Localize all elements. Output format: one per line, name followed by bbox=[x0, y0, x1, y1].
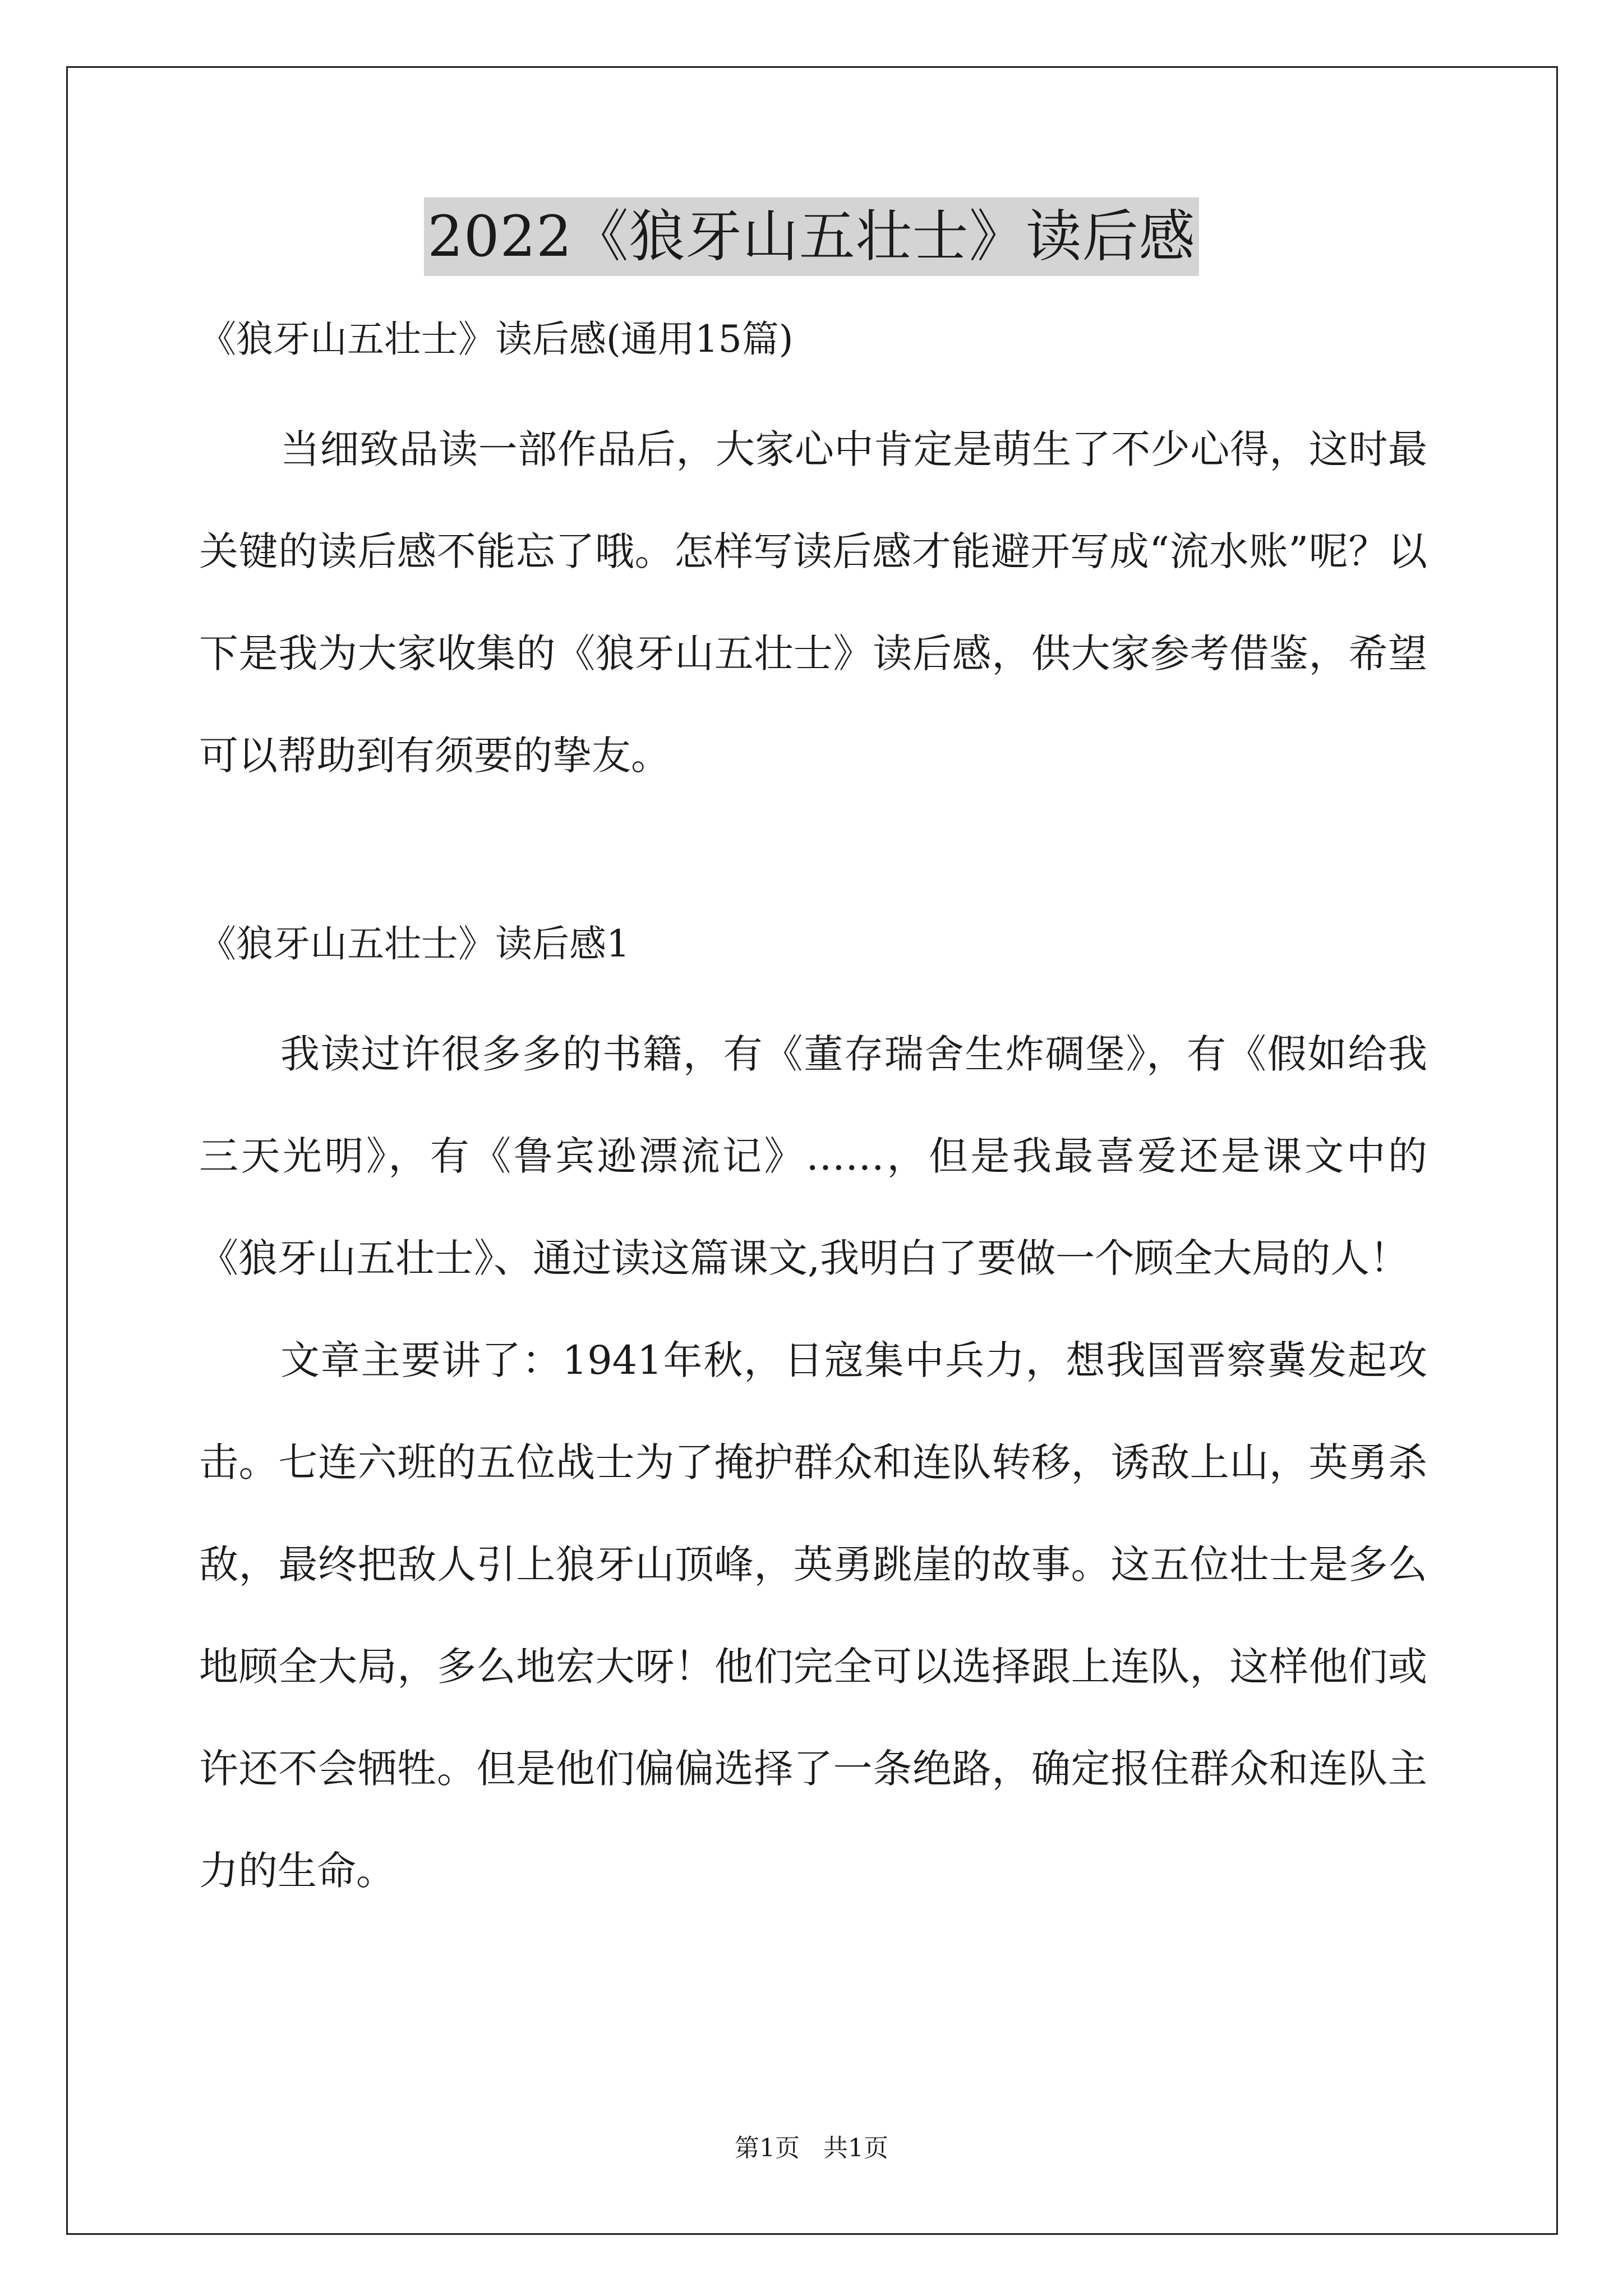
intro-heading: 《狼牙山五壮士》读后感(通用15篇) bbox=[199, 318, 794, 361]
spacer bbox=[199, 376, 1427, 398]
body-paragraph-1: 我读过许很多多的书籍，有《董存瑞舍生炸碉堡》，有《假如给我三天光明》，有《鲁宾逊漂流记》……，但是我最喜爱还是课文中的《狼牙山五壮士》、通过读这篇课文,我明白了要做一个顾全大局的人！ bbox=[199, 1031, 1427, 1281]
document-body bbox=[199, 303, 1427, 1922]
document-title: 2022《狼牙山五壮士》读后感 bbox=[424, 197, 1199, 276]
page-number: 第1页 共1页 bbox=[735, 2134, 888, 2162]
title-container bbox=[0, 197, 1623, 276]
spacer bbox=[199, 981, 1427, 1003]
section-heading: 《狼牙山五壮士》读后感1 bbox=[199, 922, 630, 965]
spacer bbox=[199, 807, 1427, 908]
page-footer bbox=[0, 2132, 1623, 2165]
body-paragraph-2: 文章主要讲了：1941年秋，日寇集中兵力，想我国晋察冀发起攻击。七连六班的五位战士为了掩护群众和连队转移，诱敌上山，英勇杀敌，最终把敌人引上狼牙山顶峰，英勇跳崖的故事。这五位壮士是多么地顾全大局，多么地宏大呀！他们完全可以选择跟上连队，这样他们或许还不会牺牲。但是他们偏偏选择了一条绝路，确定报住群众和连队主力的生命。 bbox=[199, 1337, 1427, 1894]
intro-paragraph: 当细致品读一部作品后，大家心中肯定是萌生了不少心得，这时最关键的读后感不能忘了哦。怎样写读后感才能避开写成“流水账”呢？以下是我为大家收集的《狼牙山五壮士》读后感，供大家参考借鉴，希望可以帮助到有须要的挚友。 bbox=[199, 426, 1427, 779]
